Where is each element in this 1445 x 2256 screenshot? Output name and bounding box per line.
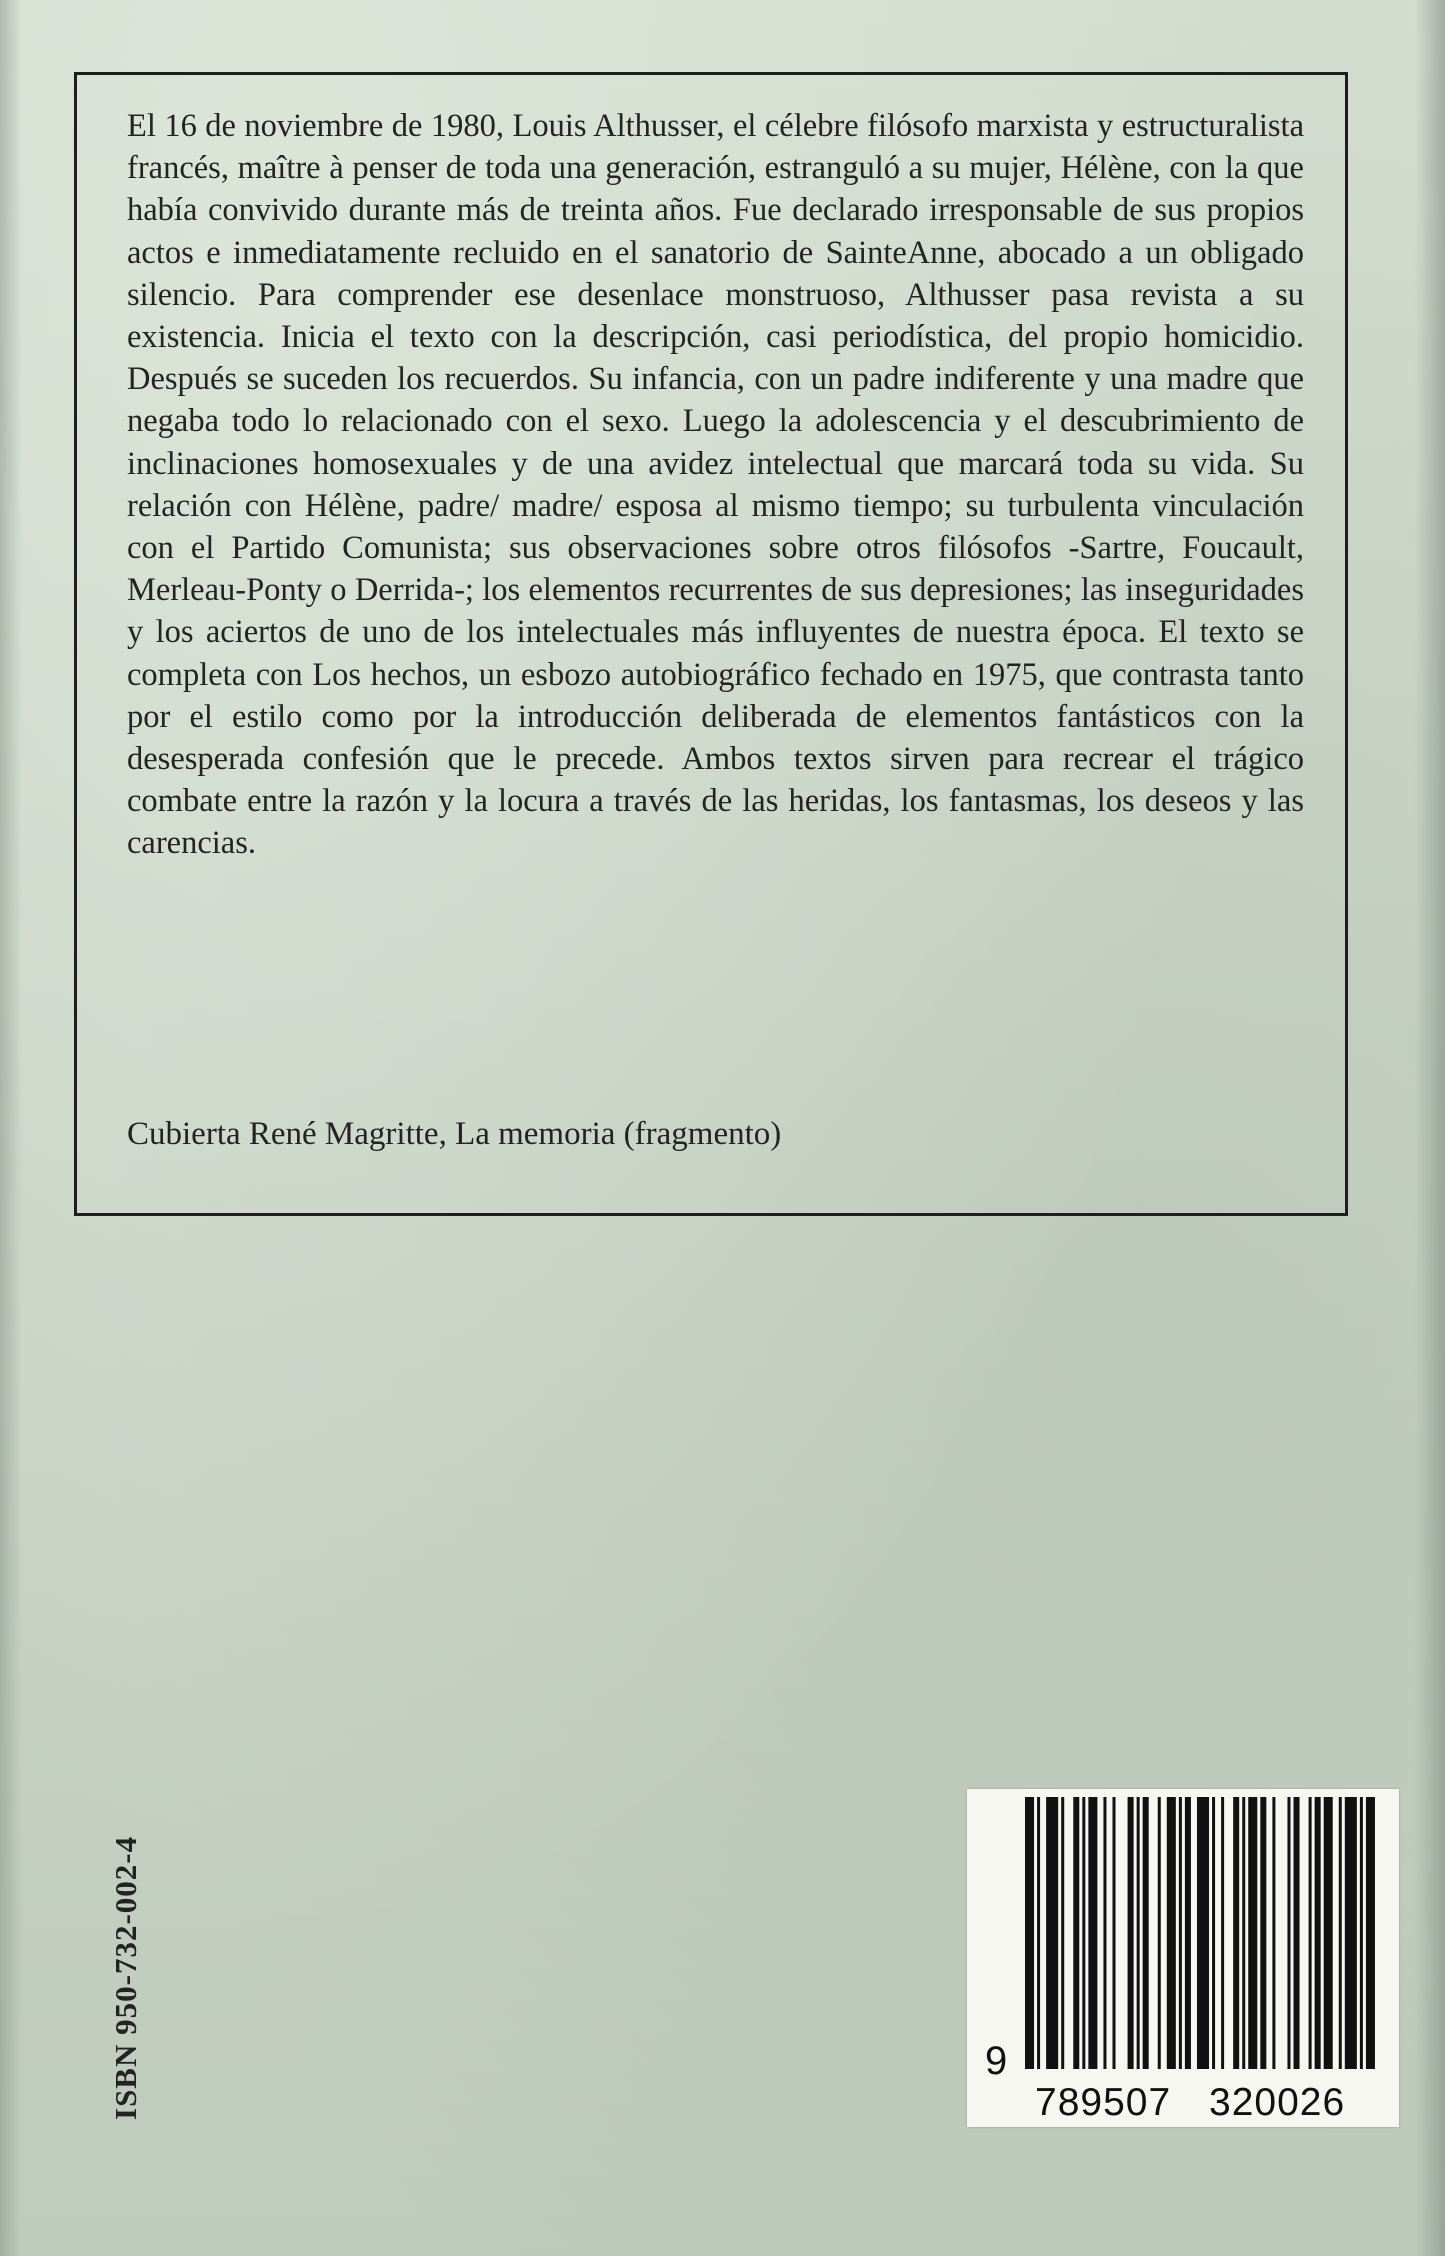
synopsis-text: El 16 de noviembre de 1980, Louis Althusser, el célebre filósofo marxista y estructuralista francés, maître à penser de toda una generación, estranguló a su mujer, Hélène, con la que había convivido durante más de treinta años. Fue declarado irresponsable de sus propios actos e inmediatamente recluido en el sanatorio de SainteAnne, abocado a un obligado silencio. Para comprender ese desenlace monstruoso, Althusser pasa revista a su existencia. Inicia el texto con la descripción, casi periodística, del propio homicidio. Después se suceden los recuerdos. Su infancia, con un padre indiferente y una madre que negaba todo lo relacionado con el sexo. Luego la adolescencia y el descubrimiento de inclinaciones homosexuales y de una avidez intelectual que marcará toda su vida. Su relación con Hélène, padre/ madre/ esposa al mismo tiempo; su turbulenta vinculación con el Partido Comunista; sus observaciones sobre otros filósofos -Sartre, Foucault, Merleau-Ponty o Derrida-; los elementos recurrentes de sus depresiones; las inseguridades y los aciertos de uno de los intelectuales más influyentes de nuestra época. El texto se completa con Los hechos, un esbozo autobiográfico fechado en 1975, que contrasta tanto por el estilo como por la introducción deliberada de elementos fantásticos con la desesperada confesión que le precede. Ambos textos sirven para recrear el trágico combate entre la razón y la locura a través de las heridas, los fantasmas, los deseos y las carencias.: [127, 108, 1304, 862]
cover-left-edge: [0, 0, 22, 2256]
barcode-lead-digit: 9: [985, 2039, 1008, 2083]
synopsis-frame: [74, 72, 1348, 1216]
barcode-right-digits: 320026: [1209, 2081, 1346, 2124]
isbn-label: ISBN 950-732-002-4: [108, 1835, 143, 2120]
barcode-left-digits: 789507: [1035, 2081, 1172, 2124]
cover-credit: Cubierta René Magritte, La memoria (fragmento): [127, 1116, 782, 1152]
barcode-sticker: [967, 1789, 1399, 2127]
barcode-icon: [1025, 1797, 1381, 2069]
cover-right-edge: [1415, 0, 1445, 2256]
